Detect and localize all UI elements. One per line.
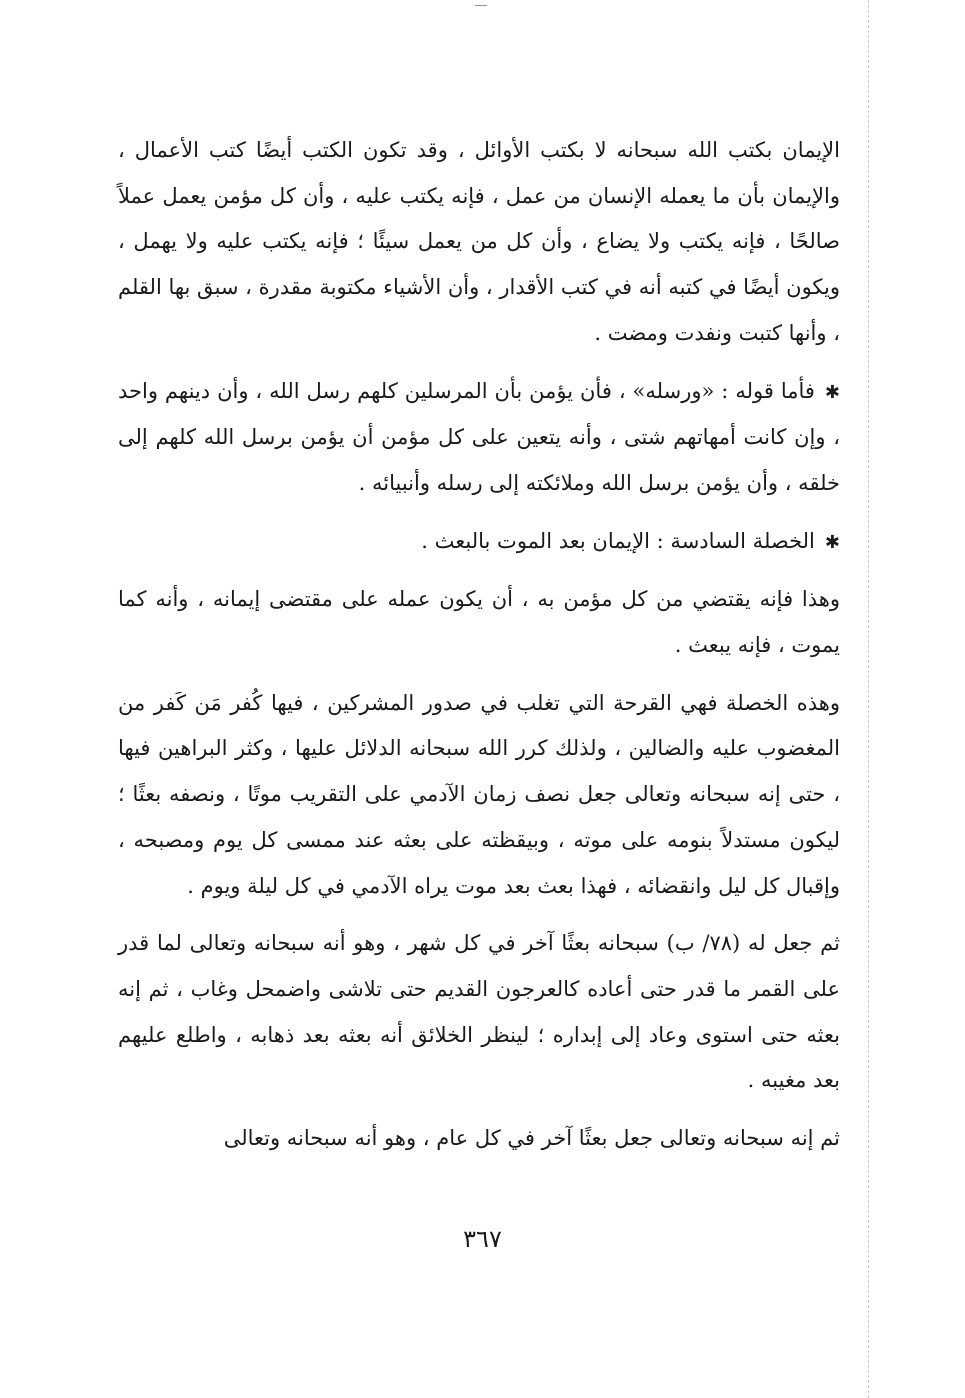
paragraph-text: ثم إنه سبحانه وتعالى جعل بعثًا آخر في كل عام ، وهو أنه سبحانه وتعالى <box>223 1126 840 1151</box>
paragraph-text: فأما قوله : «ورسله» ، فأن يؤمن بأن المرسلين كلهم رسل الله ، وأن دينهم واحد ، وإن كانت أمهاتهم شتى ، وأنه يتعين على كل مؤمن أن يؤمن برسل الله كلهم إلى خلقه ، وأن يؤمن برسل الله وملائكته إلى رسله وأنبيائه . <box>118 378 840 495</box>
paragraph <box>118 921 840 1104</box>
asterisk-bullet-icon: ✱ <box>824 381 840 403</box>
paragraph-text: وهذه الخصلة فهي القرحة التي تغلب في صدور المشركين ، فيها كُفر مَن كَفر من المغضوب عليه والضالين ، ولذلك كرر الله سبحانه الدلائل عليها ، وكثر البراهين فيها ، حتى إنه سبحانه وتعالى جعل نصف زمان الآدمي على التقريب موتًا ، ونصفه بعثًا ؛ ليكون مستدلاً بنومه على موته ، وبيقظته على بعثه عند ممسى كل يوم ومصبحه ، وإقبال كل ليل وانقضائه ، فهذا بعث بعد موت يراه الآدمي في كل ليلة ويوم . <box>118 690 840 898</box>
page-edge-line <box>868 0 869 1398</box>
paragraph-text: ثم جعل له (٧٨/ ب) سبحانه بعثًا آخر في كل شهر ، وهو أنه سبحانه وتعالى لما قدر على القمر ما قدر حتى أعاده كالعرجون القديم حتى تلاشى واضمحل وغاب ، ثم إنه بعثه حتى استوى وعاد إلى إبداره ؛ لينظر الخلائق أنه بعثه بعد ذهابه ، واطلع عليهم بعد مغيبه . <box>118 931 840 1093</box>
paragraph-text: وهذا فإنه يقتضي من كل مؤمن به ، أن يكون عمله على مقتضى إيمانه ، وأنه كما يموت ، فإنه يبعث . <box>118 587 840 658</box>
asterisk-bullet-icon: ✱ <box>824 531 840 553</box>
paragraph-text: الخصلة السادسة : الإيمان بعد الموت بالبعث . <box>421 528 815 553</box>
paragraph <box>118 577 840 668</box>
top-crop-mark <box>475 0 487 6</box>
paragraph <box>118 369 840 507</box>
paragraph <box>118 519 840 566</box>
body-text <box>118 128 840 1162</box>
paragraph-text: الإيمان بكتب الله سبحانه لا بكتب الأوائل ، وقد تكون الكتب أيضًا كتب الأعمال ، والإيمان بأن ما يعمله الإنسان من عمل ، فإنه يكتب عليه ، وأن كل مؤمن يعمل عملاً صالحًا ، فإنه يكتب ولا يضاع ، وأن كل من يعمل سيئًا ؛ فإنه يكتب عليه ولا يهمل ، ويكون أيضًا في كتبه أنه في كتب الأقدار ، وأن الأشياء مكتوبة مقدرة ، سبق بها القلم ، وأنها كتبت ونفدت ومضت . <box>118 138 840 345</box>
paragraph <box>118 128 840 357</box>
page-number: ٣٦٧ <box>463 1225 502 1253</box>
paragraph <box>118 681 840 910</box>
paragraph <box>118 1116 840 1162</box>
